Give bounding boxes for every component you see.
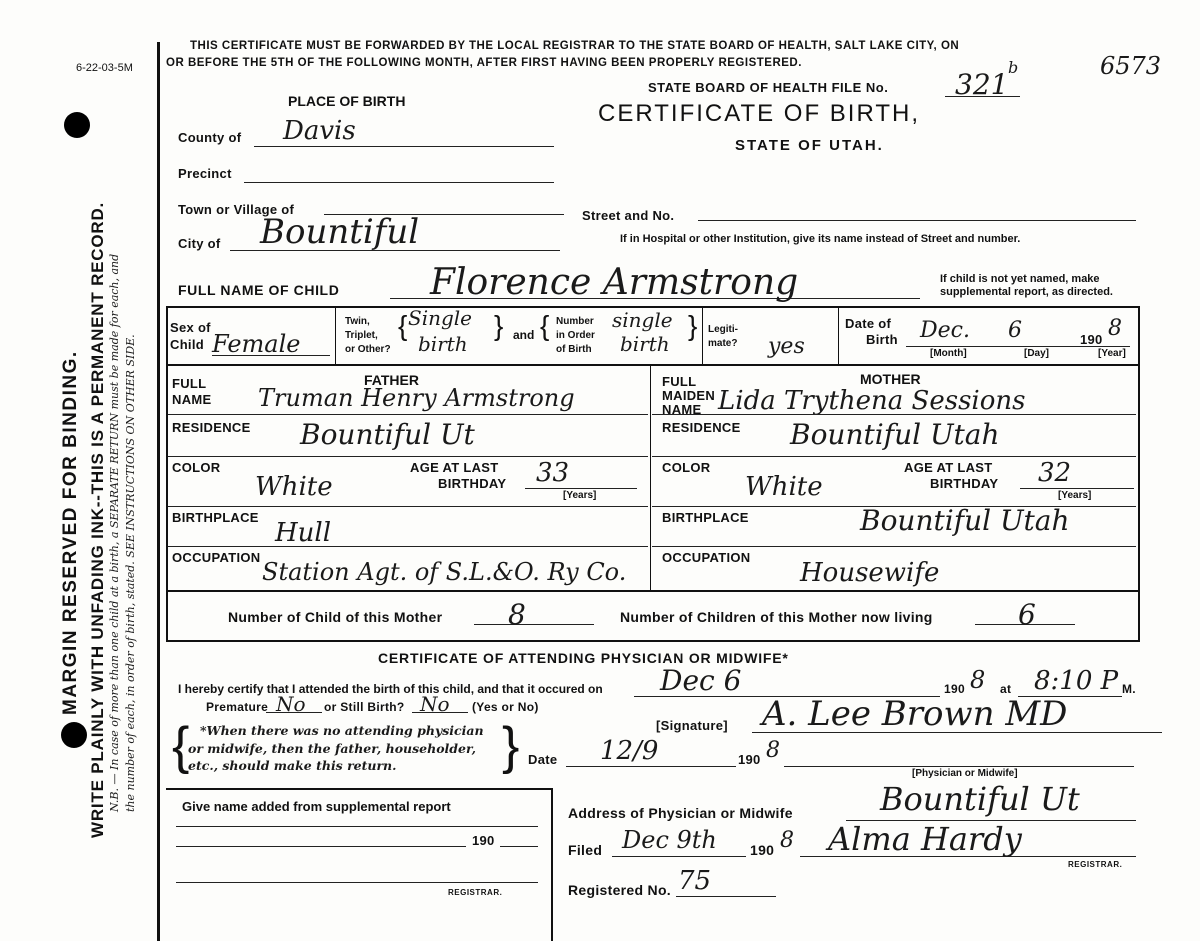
order-value1: single — [612, 308, 673, 332]
mother-color-label: COLOR — [662, 460, 711, 475]
mother-age-line — [1020, 488, 1134, 489]
filed-date-line — [612, 856, 746, 857]
father-age-label2: BIRTHDAY — [438, 476, 507, 491]
mother-birthplace-label: BIRTHPLACE — [662, 510, 749, 525]
premature-label: Premature — [206, 700, 269, 714]
notice-line2: OR BEFORE THE 5TH OF THE FOLLOWING MONTH, AFTER FIRST HAVING BEEN PROPERLY REGISTERED. — [166, 57, 802, 69]
supp-year-prefix: 190 — [472, 833, 495, 848]
note-bracket-close: } — [502, 717, 520, 775]
physician-caption: [Physician or Midwife] — [912, 768, 1018, 779]
city-label: City of — [178, 236, 221, 251]
nb-note-line1: N.B. — In case of more than one child at a birth, a SEPARATE RETURN must be made for each, and — [108, 253, 121, 812]
county-line — [254, 146, 554, 147]
city-value: Bountiful — [260, 212, 420, 252]
binding-hole-top — [64, 112, 90, 138]
file-no: 321 — [955, 68, 1009, 101]
father-birthplace-rule — [168, 546, 648, 547]
child-name-value: Florence Armstrong — [430, 262, 799, 303]
living-label: Number of Children of this Mother now living — [620, 609, 933, 625]
sex-label2: Child — [170, 337, 204, 352]
supp-line2 — [176, 846, 466, 847]
note-line3: etc., should make this return. — [188, 758, 397, 773]
father-residence-label: RESIDENCE — [172, 420, 251, 435]
supp-line1 — [176, 826, 538, 827]
street-label: Street and No. — [582, 208, 675, 223]
filed-date-value: Dec 9th — [622, 826, 717, 854]
mother-birthplace-rule — [652, 546, 1136, 547]
father-occupation-label: OCCUPATION — [172, 550, 261, 565]
stillbirth-label: or Still Birth? — [324, 700, 405, 714]
street-line — [698, 220, 1136, 221]
month-caption: [Month] — [930, 348, 967, 359]
supp-right-rule — [551, 788, 553, 941]
mother-residence: Bountiful Utah — [790, 418, 1000, 451]
file-no-suffix: b — [1008, 58, 1019, 77]
row-rule-2 — [166, 364, 1140, 366]
mother-birthplace: Bountiful Utah — [860, 504, 1070, 537]
at-label: at — [1000, 682, 1012, 696]
and-label: and — [513, 328, 535, 342]
supp-year-line — [500, 846, 538, 847]
registered-value: 75 — [678, 866, 712, 896]
father-name: Truman Henry Armstrong — [258, 384, 575, 412]
precinct-label: Precinct — [178, 166, 232, 181]
filed-label: Filed — [568, 842, 603, 858]
corner-number: 6573 — [1100, 52, 1162, 80]
child-number-value: 8 — [508, 598, 526, 631]
living-value: 6 — [1018, 598, 1036, 631]
dob-label1: Date of — [845, 316, 892, 331]
father-color-label: COLOR — [172, 460, 221, 475]
mother-full-label1: FULL — [662, 374, 697, 389]
county-label: County of — [178, 130, 242, 145]
twin-label2: Triplet, — [345, 330, 378, 341]
margin-rule — [157, 42, 160, 941]
mother-color: White — [745, 472, 823, 502]
sign-date-value: 12/9 — [600, 736, 659, 766]
mother-name-rule — [652, 414, 1136, 415]
twin-label3: or Other? — [345, 344, 391, 355]
sign-date-line — [566, 766, 736, 767]
premature-value: No — [276, 692, 306, 716]
note-bracket-open: { — [172, 717, 190, 775]
birth-year-prefix: 190 — [944, 682, 965, 696]
order-bracket-close: } — [688, 310, 698, 341]
twin-bracket-close: } — [494, 310, 504, 341]
mother-years-caption: [Years] — [1058, 490, 1092, 501]
nb-note-line2: the number of each, in order of birth, stated. SEE INSTRUCTIONS ON OTHER SIDE. — [124, 334, 137, 812]
father-birthplace-label: BIRTHPLACE — [172, 510, 259, 525]
town-label: Town or Village of — [178, 202, 295, 217]
mother-age-label1: AGE AT LAST — [904, 460, 993, 475]
dob-label2: Birth — [866, 332, 898, 347]
file-label: STATE BOARD OF HEALTH FILE No. — [648, 80, 889, 95]
dob-month: Dec. — [920, 318, 970, 343]
mother-occupation: Housewife — [800, 558, 940, 588]
father-full-label1: FULL — [172, 376, 207, 391]
twin-bracket: { — [398, 310, 408, 341]
form-code: 6-22-03-5M — [76, 62, 133, 74]
dob-year: 8 — [1108, 316, 1122, 341]
permanent-record-text: WRITE PLAINLY WITH UNFADING INK--THIS IS A PERMANENT RECORD. — [88, 201, 107, 838]
precinct-line — [244, 182, 554, 183]
filed-year-value: 8 — [780, 828, 794, 853]
sign-year-value: 8 — [766, 738, 780, 763]
order-bracket: { — [540, 310, 550, 341]
legit-value: yes — [768, 334, 805, 359]
registered-label: Registered No. — [568, 882, 671, 898]
legit-label1: Legiti- — [708, 324, 738, 335]
order-value2: birth — [620, 332, 670, 356]
registered-line — [676, 896, 776, 897]
twin-value2: birth — [418, 332, 468, 356]
note-line1: *When there was no attending physician — [200, 723, 484, 738]
registrar-caption: REGISTRAR. — [1068, 860, 1123, 869]
father-residence: Bountiful Ut — [300, 418, 475, 451]
father-birthplace: Hull — [275, 518, 332, 548]
child-name-label: FULL NAME OF CHILD — [178, 282, 340, 298]
sex-divider — [335, 306, 336, 364]
legit-label2: mate? — [708, 338, 738, 349]
father-color-rule — [168, 506, 648, 507]
twin-label1: Twin, — [345, 316, 370, 327]
father-years-caption: [Years] — [563, 490, 597, 501]
notice-line1: THIS CERTIFICATE MUST BE FORWARDED BY THE LOCAL REGISTRAR TO THE STATE BOARD OF HEALTH, SALT LAKE CITY, ON — [190, 40, 960, 52]
child-name-note1: If child is not yet named, make — [940, 273, 1100, 285]
father-color: White — [255, 472, 333, 502]
filed-year-prefix: 190 — [750, 842, 775, 858]
birth-date-value: Dec 6 — [660, 664, 742, 697]
father-age-label1: AGE AT LAST — [410, 460, 499, 475]
sex-label1: Sex of — [170, 320, 211, 335]
day-caption: [Day] — [1024, 348, 1050, 359]
child-name-note2: supplemental report, as directed. — [940, 286, 1113, 298]
father-age: 33 — [536, 458, 570, 488]
certificate-subtitle: STATE OF UTAH. — [735, 137, 884, 154]
mother-name: Lida Trythena Sessions — [718, 386, 1026, 416]
physician-heading: CERTIFICATE OF ATTENDING PHYSICIAN OR MIDWIFE* — [378, 650, 789, 666]
certify-text: I hereby certify that I attended the birth of this child, and that it occured on — [178, 682, 603, 696]
registrar-signature: Alma Hardy — [828, 820, 1022, 858]
certificate-title: CERTIFICATE OF BIRTH, — [598, 100, 921, 127]
supp-top-rule — [166, 788, 552, 790]
sign-date-right-line — [784, 766, 1134, 767]
stillbirth-value: No — [420, 692, 450, 716]
dob-divider — [838, 306, 839, 364]
father-residence-rule — [168, 456, 648, 457]
mother-age: 32 — [1038, 458, 1072, 488]
mother-age-label2: BIRTHDAY — [930, 476, 999, 491]
county-value: Davis — [283, 116, 356, 146]
binding-hole-bottom — [61, 722, 87, 748]
birth-year-value: 8 — [970, 666, 986, 694]
sign-year-prefix: 190 — [738, 752, 761, 767]
dob-day: 6 — [1008, 318, 1022, 343]
legit-divider — [702, 306, 703, 364]
margin-reserved-text: MARGIN RESERVED FOR BINDING. — [60, 350, 81, 715]
mother-full-label3: NAME — [662, 402, 702, 417]
mother-occupation-label: OCCUPATION — [662, 550, 751, 565]
order-label2: in Order — [556, 330, 595, 341]
address-value: Bountiful Ut — [880, 780, 1080, 818]
father-full-label2: NAME — [172, 392, 212, 407]
physician-signature: A. Lee Brown MD — [762, 694, 1068, 734]
mother-heading: MOTHER — [860, 371, 921, 387]
supp-registrar-caption: REGISTRAR. — [448, 888, 503, 897]
parents-divider — [650, 364, 651, 590]
supp-registrar-line — [176, 882, 538, 883]
birth-time-value: 8:10 P — [1034, 666, 1119, 696]
hospital-note: If in Hospital or other Institution, give its name instead of Street and number. — [620, 233, 1021, 245]
dob-year-prefix: 190 — [1080, 332, 1103, 347]
father-occupation: Station Agt. of S.L.&O. Ry Co. — [262, 558, 627, 586]
father-heading: FATHER — [364, 372, 419, 388]
parents-bottom-rule — [166, 590, 1140, 592]
place-heading: PLACE OF BIRTH — [288, 93, 406, 109]
supp-label: Give name added from supplemental report — [182, 799, 451, 814]
order-label3: of Birth — [556, 344, 592, 355]
m-label: M. — [1122, 682, 1136, 696]
address-label: Address of Physician or Midwife — [568, 805, 793, 821]
order-label1: Number — [556, 316, 594, 327]
children-bottom-rule — [166, 640, 1140, 642]
mother-residence-rule — [652, 456, 1136, 457]
father-name-rule — [168, 414, 648, 415]
father-age-line — [525, 488, 637, 489]
year-caption: [Year] — [1098, 348, 1126, 359]
sign-date-label: Date — [528, 752, 558, 767]
sex-value: Female — [212, 330, 301, 358]
mother-residence-label: RESIDENCE — [662, 420, 741, 435]
note-line2: or midwife, then the father, householder, — [188, 741, 477, 756]
twin-value1: Single — [408, 306, 473, 330]
child-number-label: Number of Child of this Mother — [228, 609, 443, 625]
child-number-line — [474, 624, 594, 625]
mother-full-label2: MAIDEN — [662, 388, 716, 403]
yesno-caption: (Yes or No) — [472, 700, 539, 714]
signature-label: [Signature] — [656, 718, 728, 733]
